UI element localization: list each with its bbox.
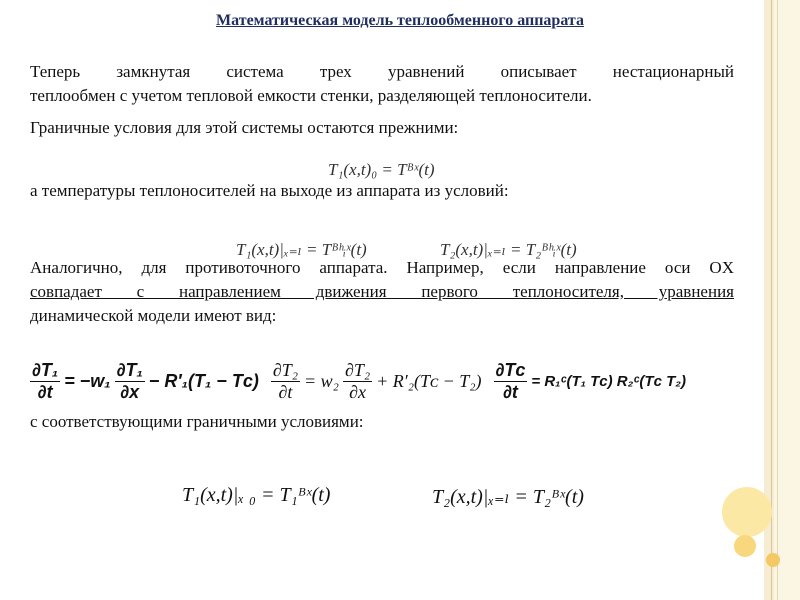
decorative-circle [766,553,780,567]
equation-text: + R′₂(Tᴄ − T₂) [376,371,482,391]
paragraph: с соответствующими граничными условиями: [30,412,364,431]
paragraph: а температуры теплоносителей на выходе из аппарата из условий: [30,181,509,200]
fraction [271,360,300,403]
fraction-numerator: ∂Tᴄ [495,360,526,380]
border-line [777,0,778,600]
outlet-formula-1: T₁(x,t)|ₓ₌ₗ = Tᴮʰᵢˣ(t) [236,240,367,259]
fraction [115,360,145,403]
equation-text: = −w₁ [64,371,111,391]
paragraph-line: Аналогично, для противоточного аппарата. Например, если направление оси OX [30,258,734,277]
equation-row [30,360,780,410]
fraction-denominator: ∂x [120,382,140,402]
fraction [494,360,528,403]
paragraph: Граничные условия для этой системы остаются прежними: [30,118,459,137]
paragraph-line: теплообмен с учетом тепловой емкости стенки, разделяющей теплоносители. [30,86,592,105]
equation-text: = R₁ᶜ(T₁ Tᴄ) R₂ᶜ(Tᴄ T₂) [531,373,686,390]
fraction-denominator: ∂t [37,382,53,402]
fraction [343,360,372,403]
outlet-formula-2: T₂(x,t)|ₓ₌ₗ = T₂ᴮʰᵢˣ(t) [440,240,577,259]
fraction-numerator: ∂T₂ [272,360,299,380]
paragraph-line: динамической модели имеют вид: [30,306,277,325]
slide-title: Математическая модель теплообменного аппарата [216,12,584,29]
decorative-circle [734,535,756,557]
decorative-circle [722,487,772,537]
fraction [30,360,60,403]
equation-text: − R′₁(T₁ − Tᴄ) [148,371,259,391]
equation-text: = w₂ [304,371,339,391]
final-boundary-2: T₂(x,t)|ₓ₌ₗ = T₂ᴮˣ(t) [432,486,584,508]
fraction-numerator: ∂T₁ [116,360,143,380]
fraction-numerator: ∂T₂ [344,360,371,380]
boundary-formula: T₁(x,t)₀ = Tᴮˣ(t) [328,160,435,179]
paragraph-line: Теперь замкнутая система трех уравнений описывает нестационарный [30,62,734,81]
fraction-denominator: ∂x [349,382,366,402]
fraction-denominator: ∂t [503,382,518,402]
fraction-denominator: ∂t [278,382,293,402]
paragraph-line: совпадает с направлением движения первого теплоносителя, уравнения [30,282,734,301]
fraction-numerator: ∂T₁ [32,360,59,380]
final-boundary-1: T₁(x,t)|ₓ ₀ = T₁ᴮˣ(t) [182,484,331,506]
